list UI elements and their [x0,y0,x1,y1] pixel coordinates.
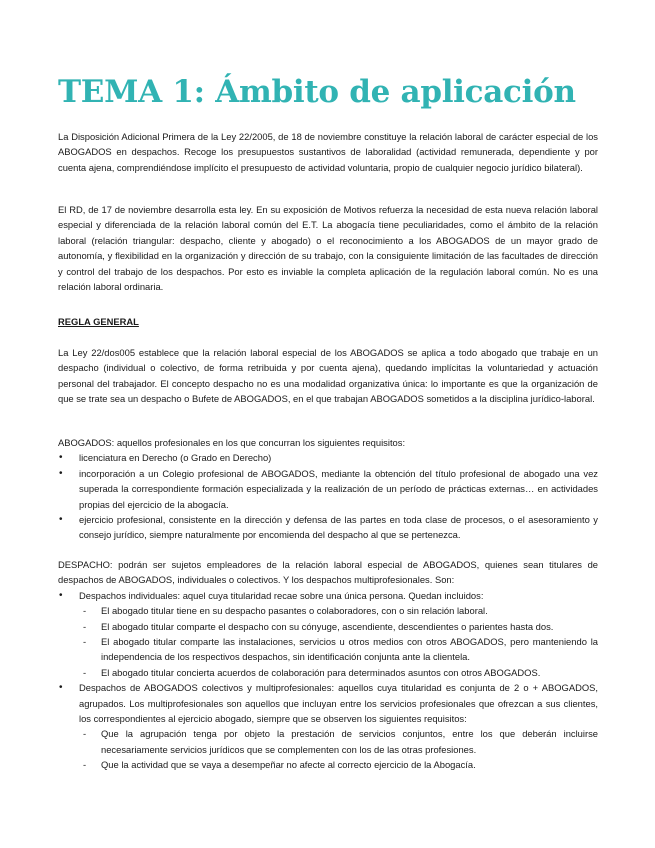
despacho-colectivo-text: Despachos de ABOGADOS colectivos y multiprofesionales: aquellos cuya titularidad es conjunta de 2 o + ABOGADOS, agrupados. Los multiprofesionales son aquellos que incluyan entre los servicios profesionales que ofrezcan a sus clientes, los correspondientes al ejercicio abogado, siempre que se observen los siguientes requisitos: [79,682,598,725]
regla-general-paragraph: La Ley 22/dos005 establece que la relación laboral especial de los ABOGADOS se aplica a todo abogado que trabaje en un despacho (individual o colectivo, de forma retribuida y por cuenta ajena), quedando implícitas la voluntariedad y actuación personal del trabajador. El concepto despacho no es una modalidad organizativa única: lo importante es que la organización de que se trate sea un despacho o Bufete de ABOGADOS, en el que trabajan ABOGADOS sometidos a la disciplina jurídico-laboral. [58,347,598,405]
despachos-list [58,588,598,773]
despacho-section [58,557,598,773]
list-item: • ejercicio profesional, consistente en la dirección y defensa de las partes en toda clase de procesos, o el asesoramiento y consejo jurídico, siempre naturalmente por encomienda del despacho al que se pertenezca. [58,512,598,543]
despacho-intro: DESPACHO: podrán ser sujetos empleadores de la relación laboral especial de ABOGADOS, quienes sean titulares de despachos de ABOGADOS, individuales o colectivos. Y los despachos multiprofesionales. Son: [58,559,598,586]
page-title: TEMA 1: Ámbito de aplicación [58,74,576,110]
despacho-individual-text: Despachos individuales: aquel cuya titularidad recae sobre una única persona. Quedan incluidos: [79,589,484,601]
list-item: • incorporación a un Colegio profesional de ABOGADOS, mediante la obtención del título profesional de abogado una vez superada la correspondiente formación especializada y la realización de un período de prácticas externas… en actividades propias del ejercicio de la abogacía. [58,466,598,512]
list-item: • licenciatura en Derecho (o Grado en Derecho) [58,450,598,465]
list-item [58,588,598,680]
despacho-colectivo-sublist [79,726,598,772]
section-heading-regla-general: REGLA GENERAL [58,316,139,327]
abogados-section [58,435,598,543]
list-item [58,680,598,772]
list-item: - El abogado titular concierta acuerdos de colaboración para determinados asuntos con otros ABOGADOS. [79,665,598,680]
despacho-individual-sublist [79,603,598,680]
list-item: - El abogado titular tiene en su despacho pasantes o colaboradores, con o sin relación laboral. [79,603,598,618]
list-item: - Que la actividad que se vaya a desempeñar no afecte al correcto ejercicio de la Abogacía. [79,757,598,772]
abogados-requisitos-list [58,450,598,542]
list-item: - El abogado titular comparte las instalaciones, servicios u otros medios con otros ABOGADOS, pero manteniendo la independencia de los respectivos despachos, sin identificación conjunta ante la clientela. [79,634,598,665]
list-item: - El abogado titular comparte el despacho con su cónyuge, ascendiente, descendientes o parientes hasta dos. [79,619,598,634]
intro-paragraph-1: La Disposición Adicional Primera de la Ley 22/2005, de 18 de noviembre constituye la relación laboral de carácter especial de los ABOGADOS en despachos. Recoge los presupuestos sustantivos de laboralidad (actividad remunerada, dependiente y por cuenta ajena, comprendiéndose implícito el presupuesto de actividad voluntaria, propio de cualquier negocio jurídico bilateral). [58,131,598,173]
abogados-intro: ABOGADOS: aquellos profesionales en los que concurran los siguientes requisitos: [58,437,406,448]
intro-paragraph-2: El RD, de 17 de noviembre desarrolla esta ley. En su exposición de Motivos refuerza la necesidad de esta nueva relación laboral especial y diferenciada de la relación laboral común del E.T. La abogacía tiene peculiaridades, como el ámbito de la relación laboral (relación triangular: despacho, cliente y abogado) o el reconocimiento a los ABOGADOS de un mayor grado de autonomía, y flexibilidad en la organización y dirección de su trabajo, con la consiguiente limitación de las facultades de dirección y control del trabajo de los despachos. Por esto es inviable la completa aplicación de la regulación laboral común. No es una relación laboral ordinaria. [58,204,598,293]
list-item: - Que la agrupación tenga por objeto la prestación de servicios conjuntos, entre los que deberán incluirse necesariamente servicios jurídicos que se complementen con los de las otras profesiones. [79,726,598,757]
